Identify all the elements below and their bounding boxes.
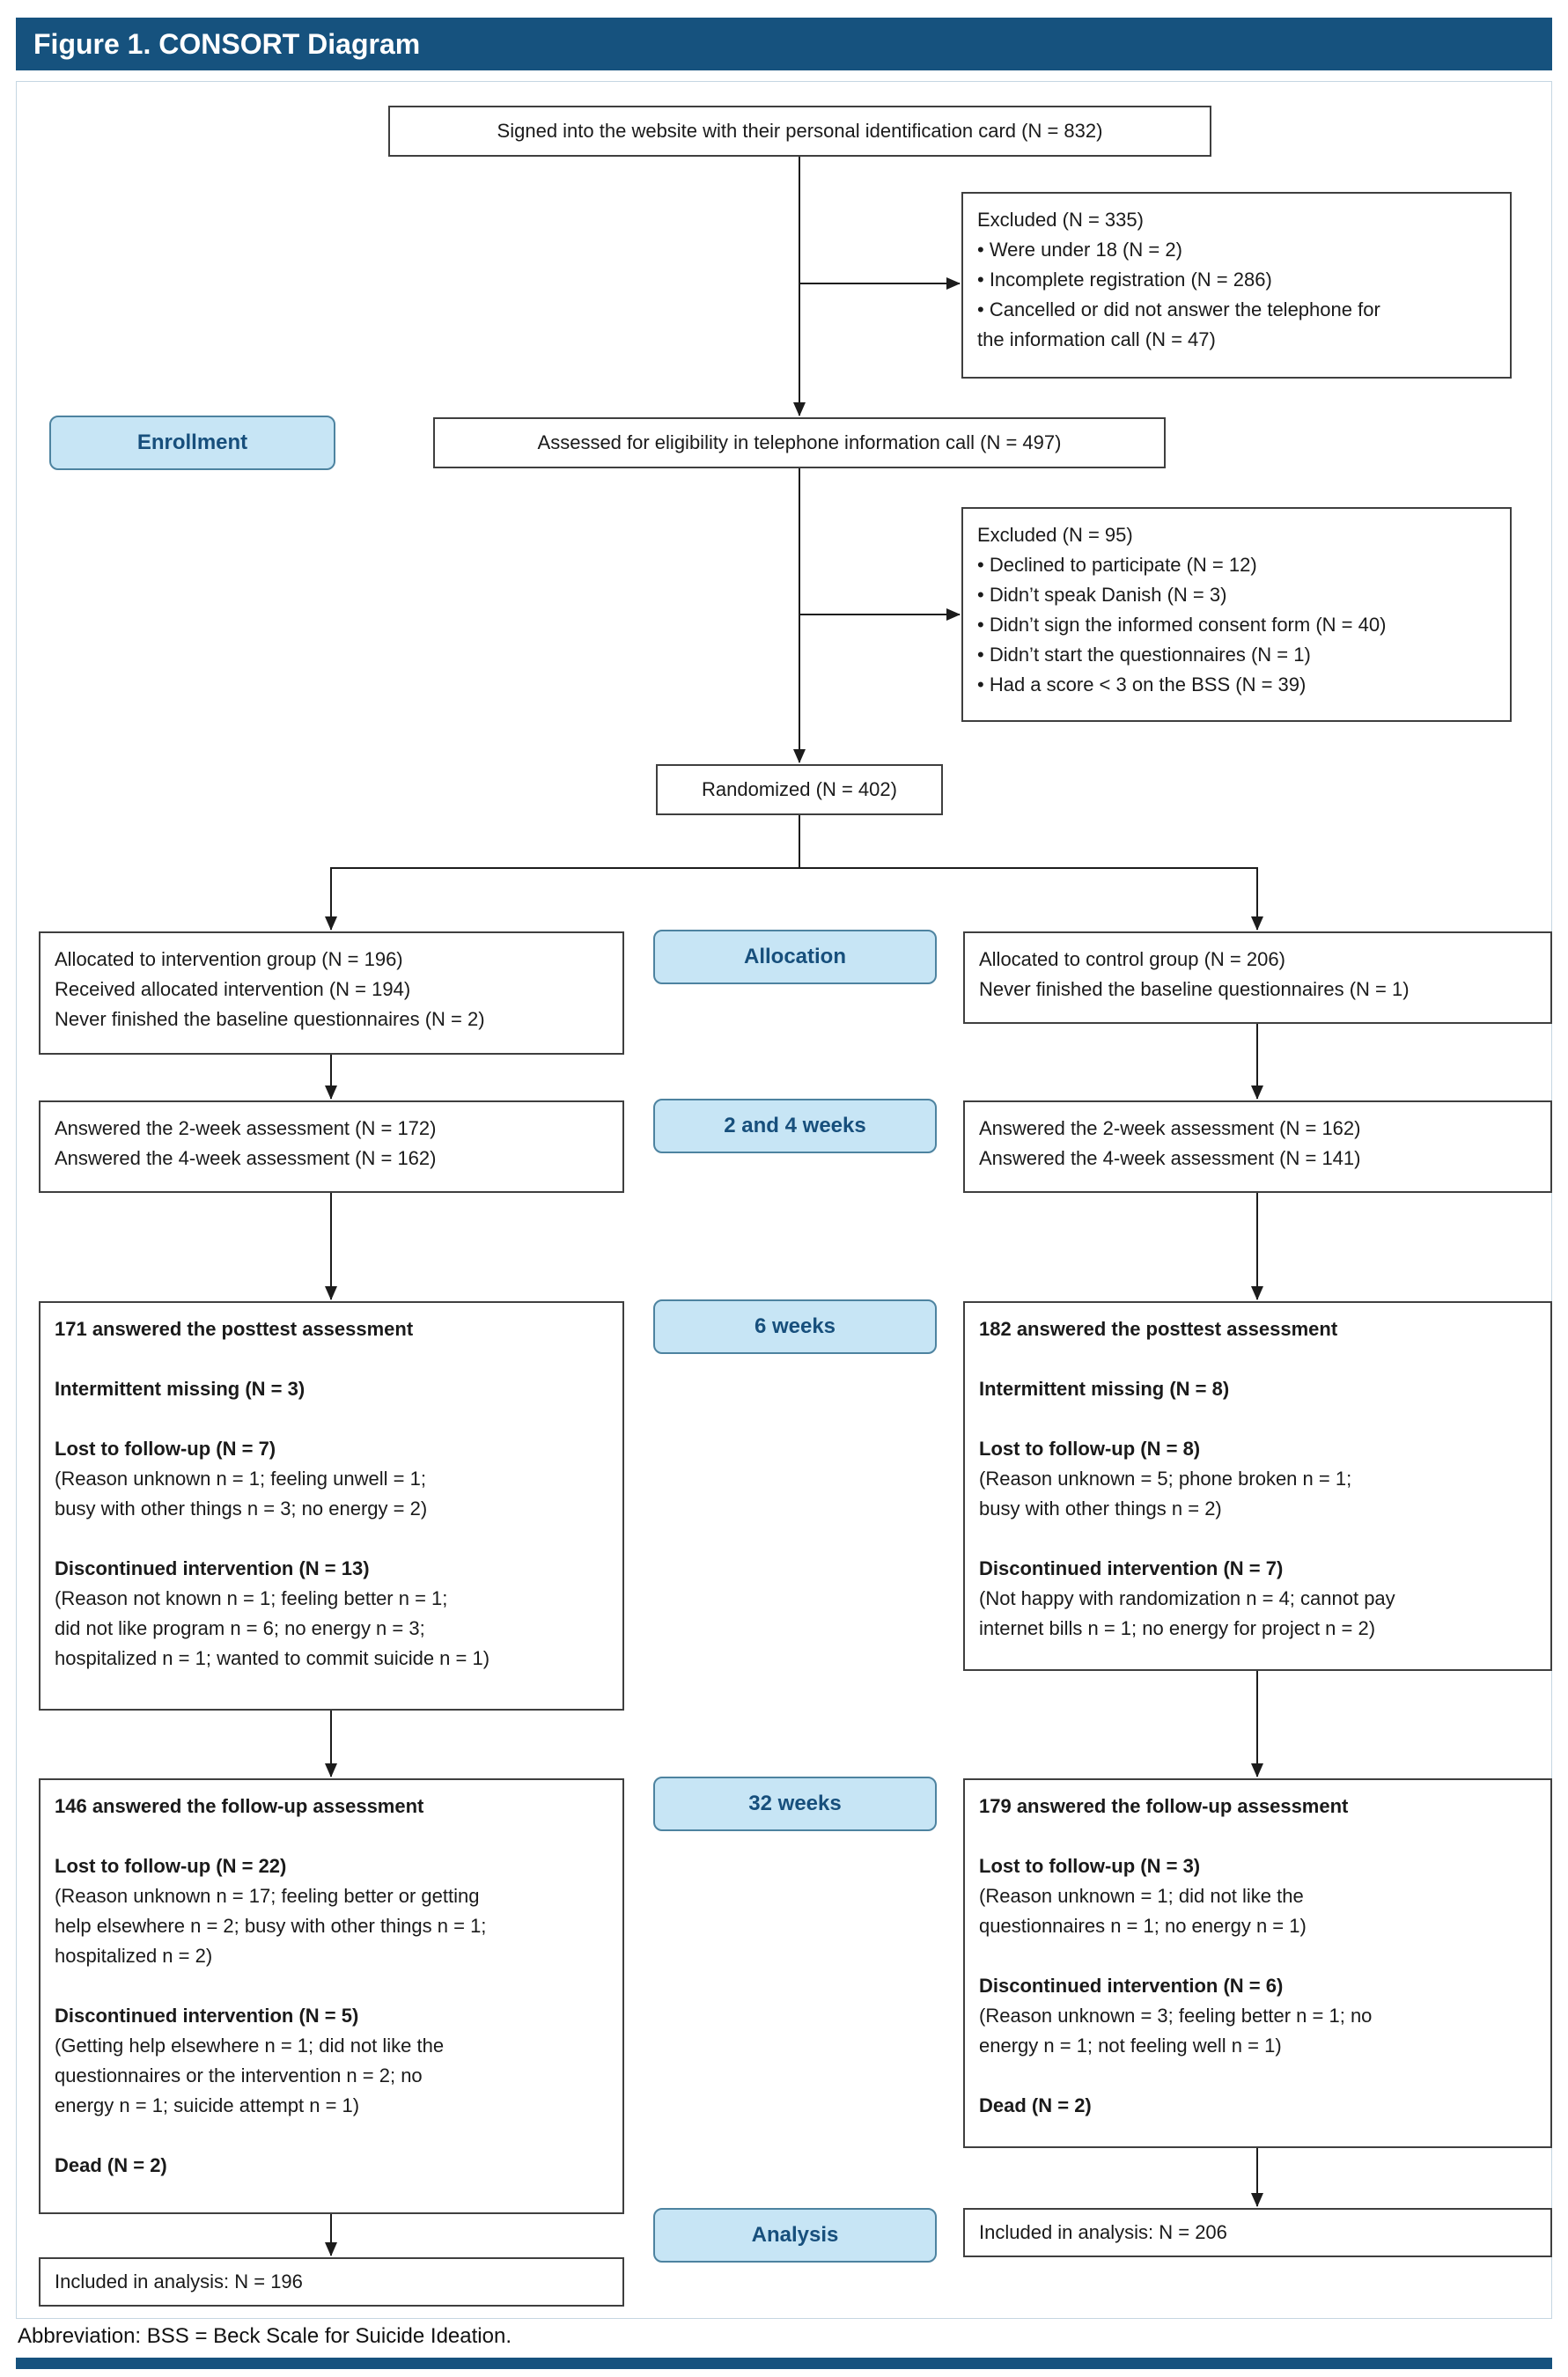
box-text-line: Dead (N = 2) [55, 2154, 167, 2176]
box-text-line: Excluded (N = 335) [977, 209, 1144, 231]
box-analysis-control: Included in analysis: N = 206 [963, 2208, 1552, 2257]
box-text-line: Discontinued intervention (N = 7) [979, 1557, 1284, 1579]
figure-title: Figure 1. CONSORT Diagram [33, 27, 421, 60]
box-text-line: • Didn’t speak Danish (N = 3) [977, 584, 1227, 606]
box-text-line: internet bills n = 1; no energy for project n = 2) [979, 1617, 1376, 1639]
box-text-line: • Cancelled or did not answer the telephone for [977, 298, 1380, 320]
stage-label-2-4-weeks: 2 and 4 weeks [653, 1099, 937, 1153]
box-text-line: Never finished the baseline questionnaires (N = 2) [55, 1008, 485, 1030]
box-text-line: (Reason unknown n = 1; feeling unwell = 1; [55, 1468, 426, 1490]
box-6-week-intervention [39, 1301, 624, 1711]
box-2-4-week-intervention [39, 1100, 624, 1193]
box-text-line: Allocated to control group (N = 206) [979, 948, 1285, 970]
box-text-line: questionnaires n = 1; no energy n = 1) [979, 1915, 1307, 1937]
box-text-line: Received allocated intervention (N = 194) [55, 978, 411, 1000]
box-text-line: Discontinued intervention (N = 13) [55, 1557, 370, 1579]
box-text-line: 182 answered the posttest assessment [979, 1318, 1338, 1340]
box-text-line: Intermittent missing (N = 3) [55, 1378, 306, 1400]
box-text-line: Answered the 2-week assessment (N = 162) [979, 1117, 1361, 1139]
box-text-line: (Getting help elsewhere n = 1; did not like the [55, 2035, 445, 2057]
box-text-line: Answered the 4-week assessment (N = 141) [979, 1147, 1361, 1169]
stage-label-enrollment: Enrollment [49, 416, 335, 470]
box-text-line: hospitalized n = 2) [55, 1945, 213, 1967]
box-text-line: Lost to follow-up (N = 8) [979, 1438, 1201, 1460]
box-allocation-control [963, 931, 1552, 1024]
box-eligibility-call: Assessed for eligibility in telephone information call (N = 497) [433, 417, 1166, 468]
box-text-line: Lost to follow-up (N = 22) [55, 1855, 287, 1877]
box-allocation-intervention [39, 931, 624, 1055]
box-text-line: Allocated to intervention group (N = 196) [55, 948, 403, 970]
box-text-line: Excluded (N = 95) [977, 524, 1133, 546]
box-text-line: (Reason not known n = 1; feeling better n = 1; [55, 1587, 448, 1609]
box-text-line: Answered the 4-week assessment (N = 162) [55, 1147, 437, 1169]
box-text-line: hospitalized n = 1; wanted to commit suicide n = 1) [55, 1647, 490, 1669]
box-text-line: Answered the 2-week assessment (N = 172) [55, 1117, 437, 1139]
box-text-line: (Reason unknown = 1; did not like the [979, 1885, 1304, 1907]
box-text-line: did not like program n = 6; no energy n = 3; [55, 1617, 425, 1639]
box-text-line: energy n = 1; not feeling well n = 1) [979, 2035, 1282, 2057]
figure-bottom-rule [16, 2358, 1552, 2369]
box-signed-in: Signed into the website with their personal identification card (N = 832) [388, 106, 1211, 157]
box-text-line: 146 answered the follow-up assessment [55, 1795, 424, 1817]
box-analysis-intervention: Included in analysis: N = 196 [39, 2257, 624, 2307]
box-text-line: help elsewhere n = 2; busy with other things n = 1; [55, 1915, 487, 1937]
box-text-line: busy with other things n = 3; no energy = 2) [55, 1498, 428, 1520]
box-text-line: • Incomplete registration (N = 286) [977, 269, 1272, 291]
stage-label-allocation: Allocation [653, 930, 937, 984]
box-text-line: • Had a score < 3 on the BSS (N = 39) [977, 673, 1307, 695]
box-text-line: (Reason unknown = 5; phone broken n = 1; [979, 1468, 1352, 1490]
box-text-line: (Not happy with randomization n = 4; cannot pay [979, 1587, 1395, 1609]
box-text-line: • Were under 18 (N = 2) [977, 239, 1182, 261]
box-excluded-pre-call [961, 192, 1512, 379]
box-text-line: (Reason unknown n = 17; feeling better or getting [55, 1885, 480, 1907]
box-text-line: Discontinued intervention (N = 5) [55, 2005, 359, 2027]
box-text-line: Discontinued intervention (N = 6) [979, 1975, 1284, 1997]
box-text-line: Intermittent missing (N = 8) [979, 1378, 1230, 1400]
abbreviation-note: Abbreviation: BSS = Beck Scale for Suicide Ideation. [18, 2324, 512, 2348]
box-text-line: Lost to follow-up (N = 7) [55, 1438, 276, 1460]
box-2-4-week-control [963, 1100, 1552, 1193]
box-32-week-control [963, 1778, 1552, 2148]
box-text-line: Never finished the baseline questionnaires (N = 1) [979, 978, 1410, 1000]
box-text-line: questionnaires or the intervention n = 2; no [55, 2064, 423, 2086]
stage-label-6-weeks: 6 weeks [653, 1299, 937, 1354]
box-randomized: Randomized (N = 402) [656, 764, 943, 815]
box-text-line: Dead (N = 2) [979, 2094, 1092, 2116]
box-text-line: busy with other things n = 2) [979, 1498, 1222, 1520]
box-text-line: (Reason unknown = 3; feeling better n = 1; no [979, 2005, 1373, 2027]
box-excluded-pre-randomization [961, 507, 1512, 722]
box-text-line: 171 answered the posttest assessment [55, 1318, 414, 1340]
box-text-line: • Declined to participate (N = 12) [977, 554, 1257, 576]
box-text-line: 179 answered the follow-up assessment [979, 1795, 1349, 1817]
box-text-line: the information call (N = 47) [977, 328, 1216, 350]
stage-label-analysis: Analysis [653, 2208, 937, 2263]
box-text-line: energy n = 1; suicide attempt n = 1) [55, 2094, 360, 2116]
box-6-week-control [963, 1301, 1552, 1671]
box-text-line: Lost to follow-up (N = 3) [979, 1855, 1201, 1877]
stage-label-32-weeks: 32 weeks [653, 1777, 937, 1831]
box-text-line: • Didn’t sign the informed consent form (N = 40) [977, 614, 1387, 636]
box-32-week-intervention [39, 1778, 624, 2214]
box-text-line: • Didn’t start the questionnaires (N = 1) [977, 644, 1311, 666]
